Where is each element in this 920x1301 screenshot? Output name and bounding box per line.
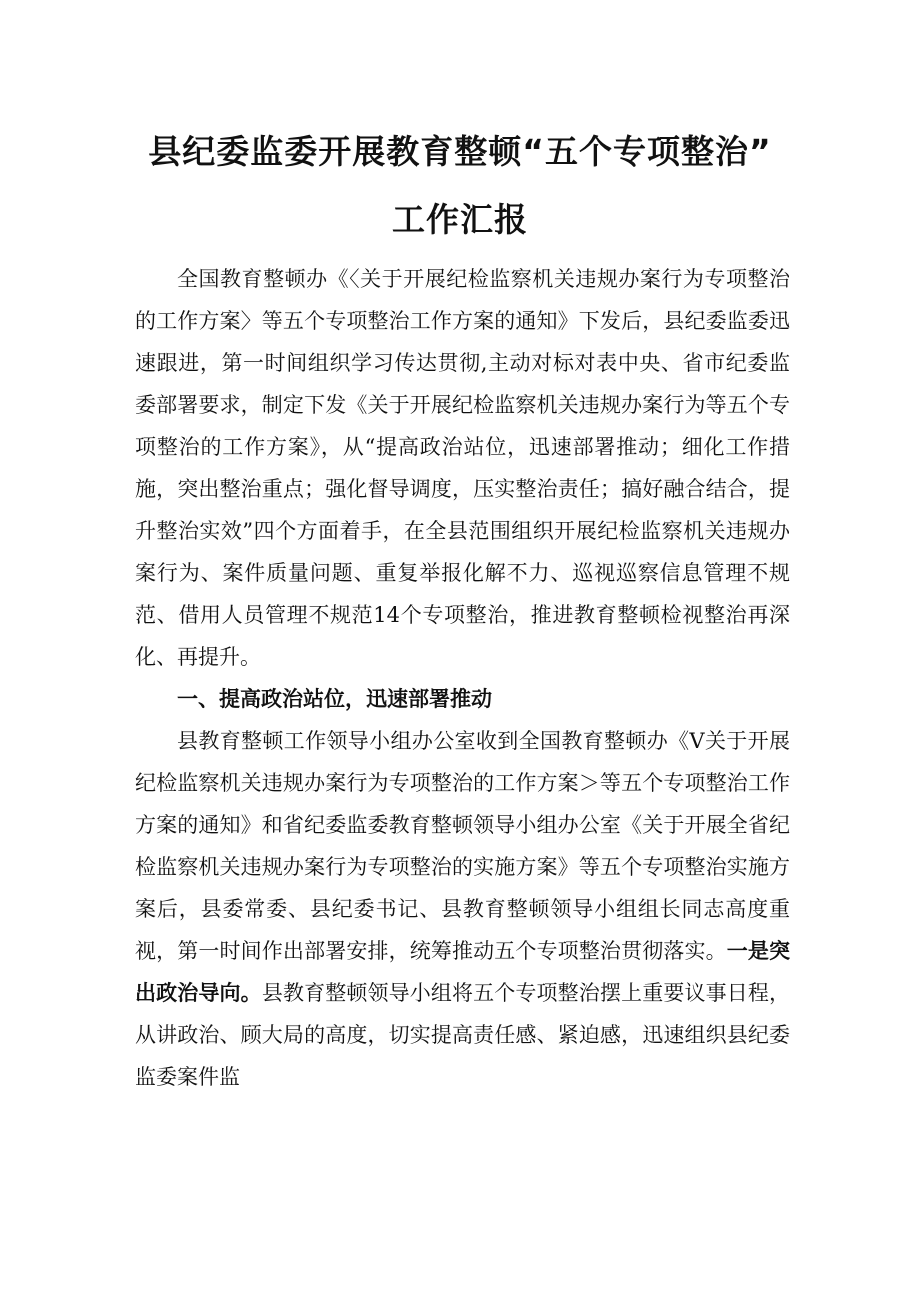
document-title-line-2: 工作汇报 — [392, 200, 528, 239]
section-1-paragraph — [135, 720, 790, 1098]
section-1-text-b: 县教育整顿领导小组将五个专项整治摆上重要议事日程，从讲政治、顾大局的高度，切实提高责任感、紧迫感，迅速组织县纪委监委案件监 — [135, 981, 791, 1089]
document-body — [135, 258, 790, 1098]
document-title-line-1: 县纪委监委开展教育整顿“五个专项整治” — [148, 132, 772, 171]
section-1-heading: 一、提高政治站位，迅速部署推动 — [177, 687, 492, 711]
section-1-bold-lead: 一是突出政治导向。 — [135, 939, 791, 1005]
section-1-text-a: 县教育整顿工作领导小组办公室收到全国教育整顿办《V关于开展纪检监察机关违规办案行为专项整治的工作方案＞等五个专项整治工作方案的通知》和省纪委监委教育整顿领导小组办公室《关于开展全省纪检监察机关违规办案行为专项整治的实施方案》等五个专项整治实施方案后，县委常委、县纪委书记、县教育整顿领导小组组长同志高度重视，第一时间作出部署安排，统筹推动五个专项整治贯彻落实。 — [135, 729, 790, 963]
intro-paragraph: 全国教育整顿办《〈关于开展纪检监察机关违规办案行为专项整治的工作方案〉等五个专项整治工作方案的通知》下发后，县纪委监委迅速跟进，第一时间组织学习传达贯彻,主动对标对表中央、省市纪委监委部署要求，制定下发《关于开展纪检监察机关违规办案行为等五个专项整治的工作方案》，从“提高政治站位，迅速部署推动；细化工作措施，突出整治重点；强化督导调度，压实整治责任；搞好融合结合，提升整治实效”四个方面着手，在全县范围组织开展纪检监察机关违规办案行为、案件质量问题、重复举报化解不力、巡视巡察信息管理不规范、借用人员管理不规范14个专项整治，推进教育整顿检视整治再深化、再提升。 — [135, 267, 790, 669]
